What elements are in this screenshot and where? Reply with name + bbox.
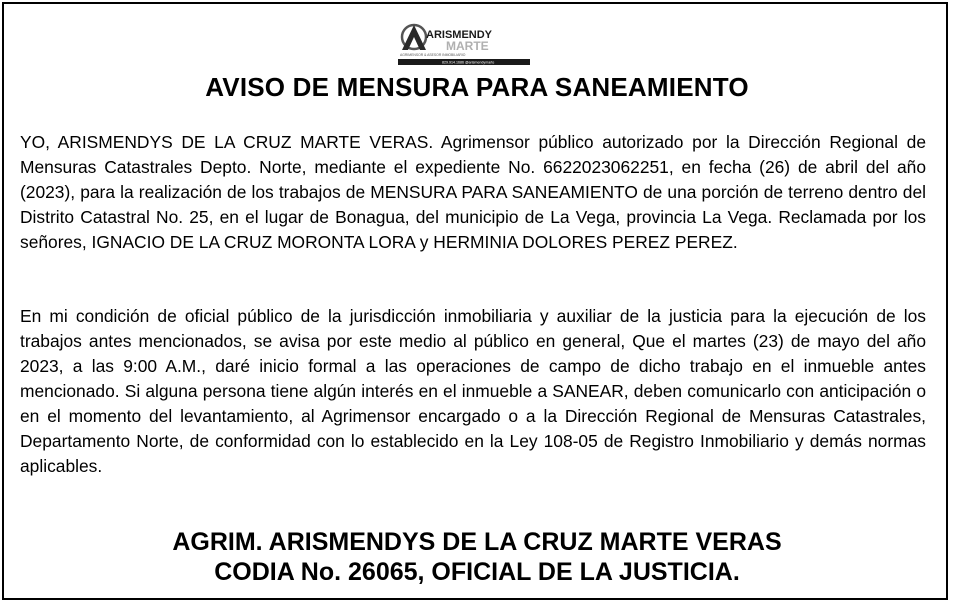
logo-contact: 829.914.1686 @arismendymarte [442, 60, 495, 65]
paragraph-survey-details: YO, ARISMENDYS DE LA CRUZ MARTE VERAS. Agrimensor público autorizado por la Dirección Regional de Mensuras Catastrales Depto. Norte, mediante el expediente No. 6622023062251, en fecha (26) de abril del año (2023), para la realización de los trabajos de MENSURA PARA SANEAMIENTO de una porción de terreno dentro del Distrito Catastral No. 25, en el lugar de Bonagua, del municipio de La Vega, provincia La Vega. Reclamada por los señores, IGNACIO DE LA CRUZ MORONTA LORA y HERMINIA DOLORES PEREZ PEREZ. [20, 132, 926, 252]
signature-name: AGRIM. ARISMENDYS DE LA CRUZ MARTE VERAS [172, 528, 782, 556]
notice-title: AVISO DE MENSURA PARA SANEAMIENTO [205, 72, 749, 102]
paragraph-public-notice: En mi condición de oficial público de la jurisdicción inmobiliaria y auxiliar de la justicia para la ejecución de los trabajos antes mencionados, se avisa por este medio al público en general, Que el martes (23) de mayo del año 2023, a las 9:00 A.M., daré inicio formal a las operaciones de campo de dicho trabajo en el inmueble antes mencionado. Si alguna persona tiene algún interés en el inmueble a SANEAR, deben comunicarlo con anticipación o en el momento del levantamiento, al Agrimensor encargado o a la Dirección Regional de Mensuras Catastrales, Departamento Norte, de conformidad con lo establecido en la Ley 108-05 de Registro Inmobiliario y demás normas aplicables. [20, 306, 926, 476]
logo-name: ARISMENDY [426, 29, 493, 41]
signature-credential: CODIA No. 26065, OFICIAL DE LA JUSTICIA. [214, 558, 740, 586]
logo-tagline: AGRIMENSOR & ASESOR INMOBILIARIO [400, 53, 466, 57]
company-logo [394, 22, 534, 66]
logo-graphic [394, 22, 534, 66]
logo-name-2: MARTE [446, 39, 489, 53]
